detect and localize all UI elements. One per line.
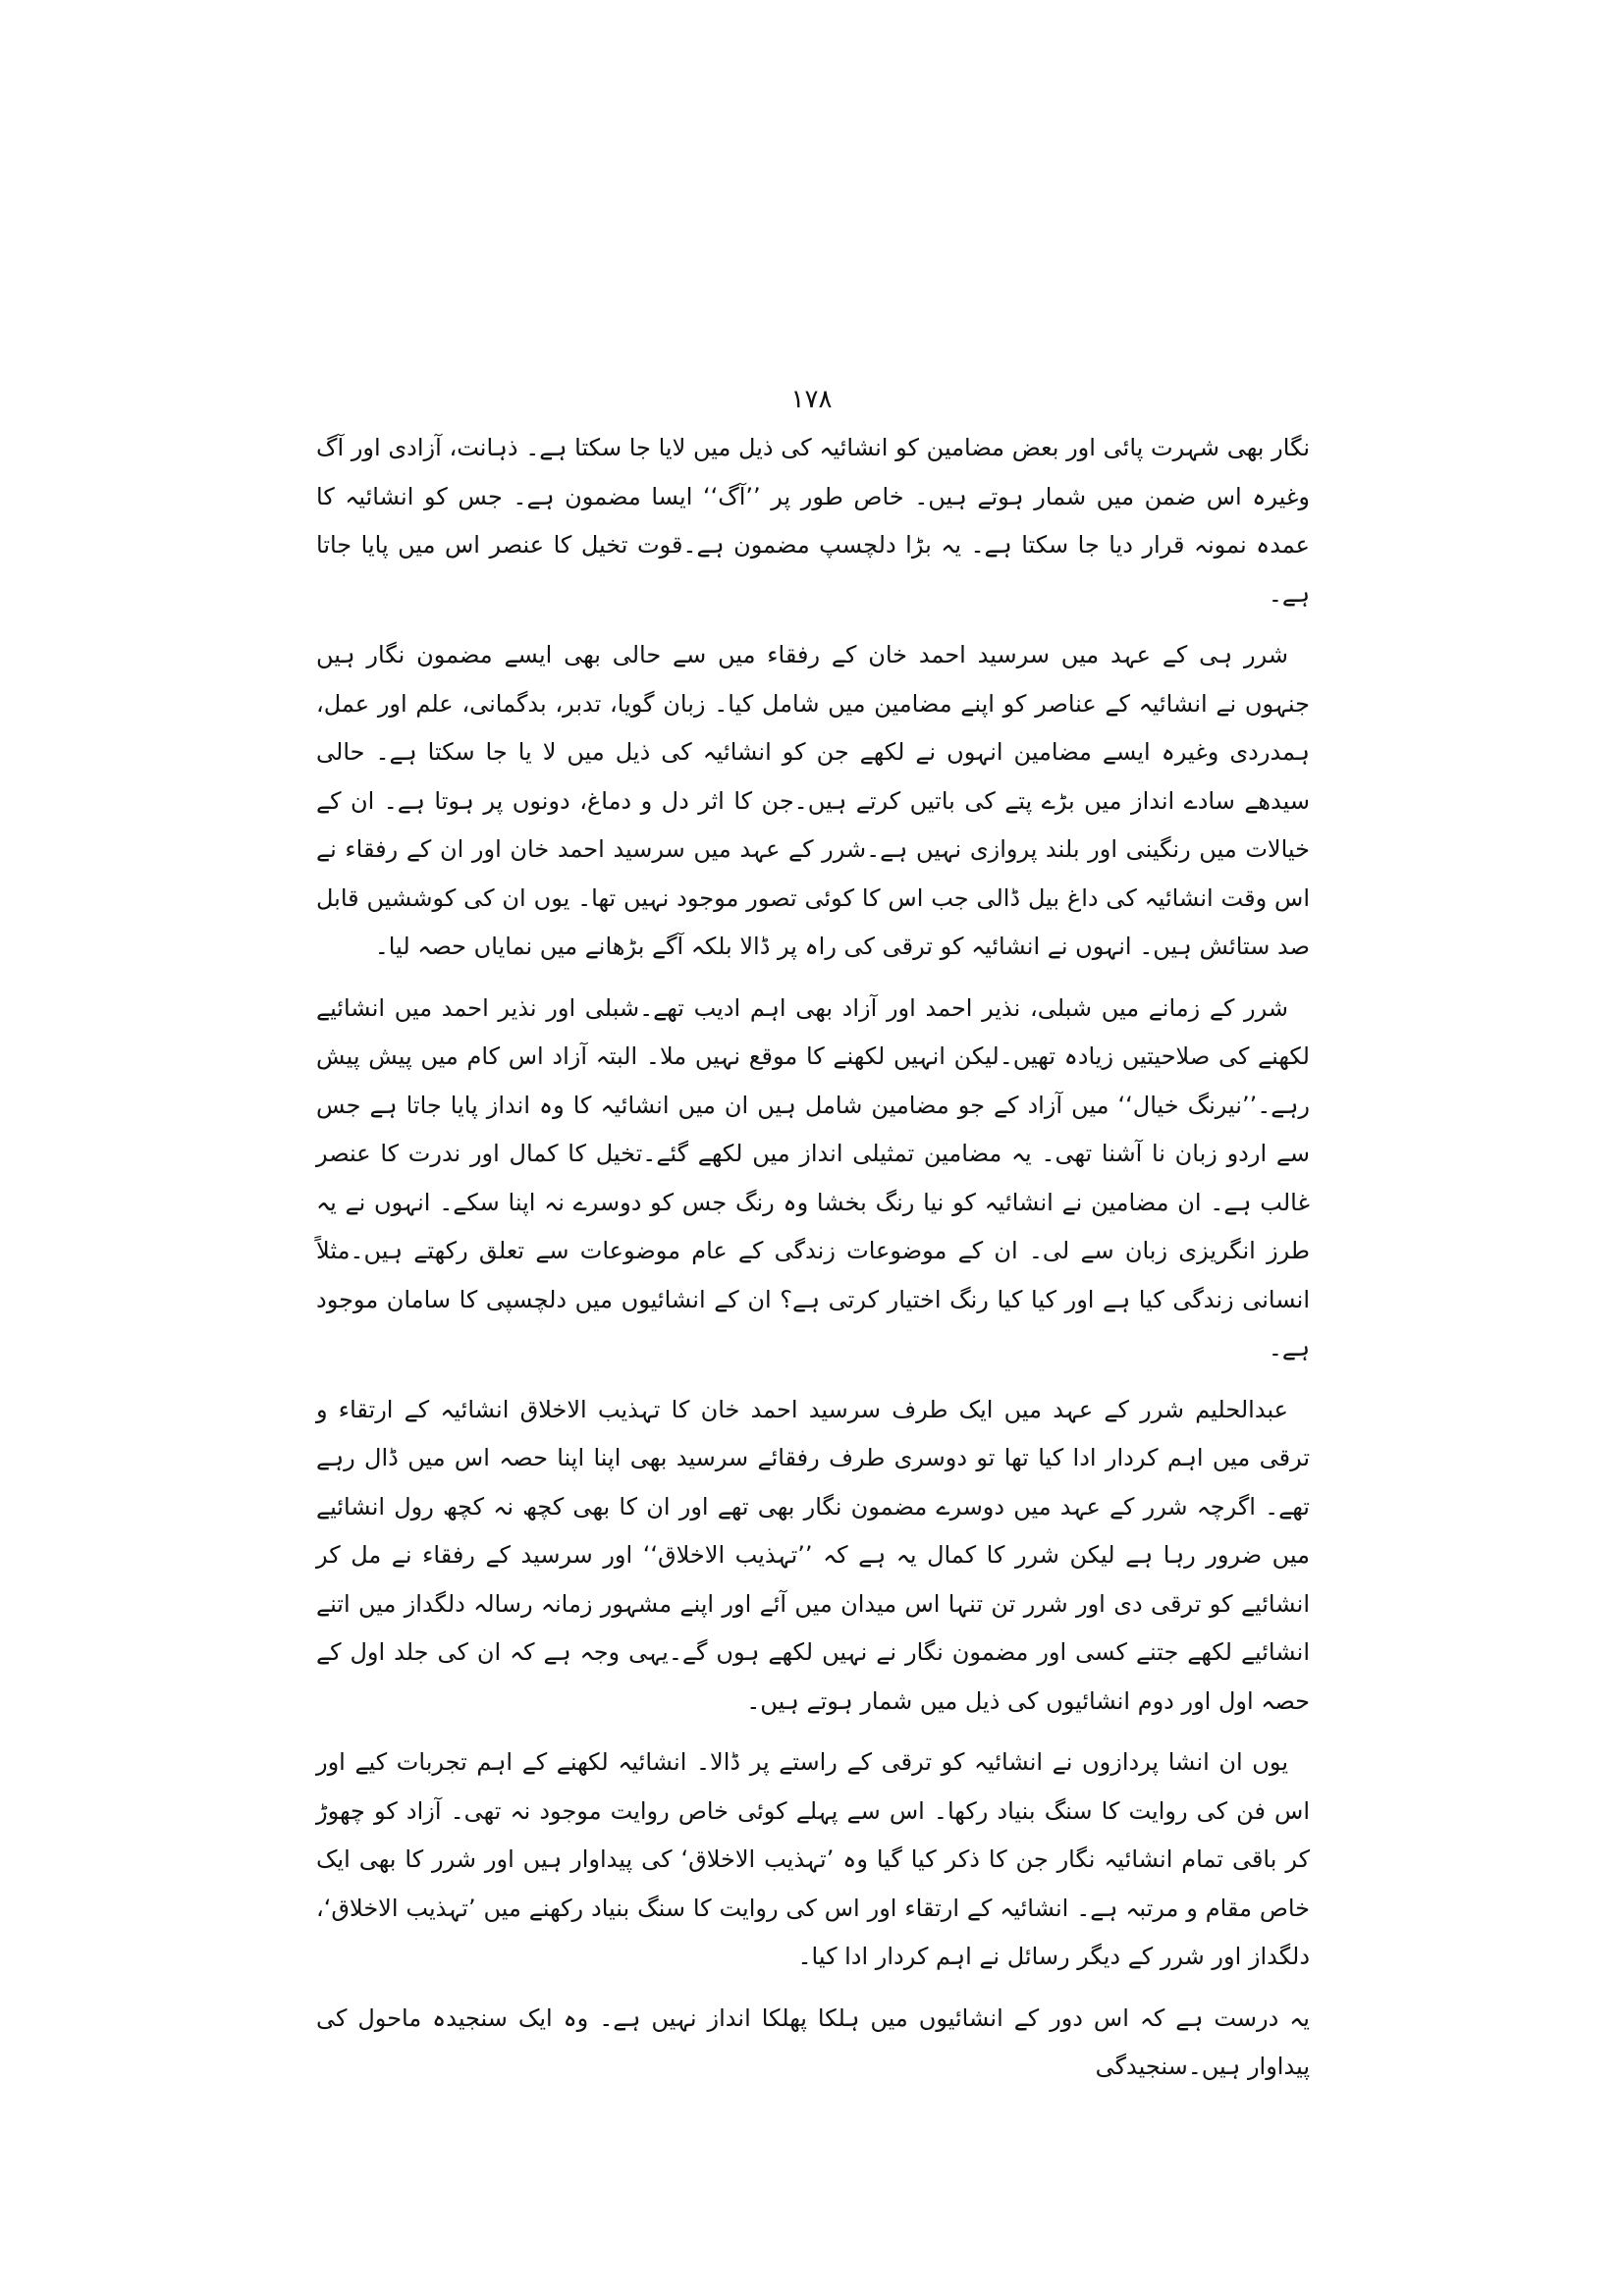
- paragraph-3: شرر کے زمانے میں شبلی، نذیر احمد اور آزاد بھی اہم ادیب تھے۔شبلی اور نذیر احمد میں انشائیے لکھنے کی صلاحیتیں زیادہ تھیں۔لیکن انہیں لکھنے کا موقع نہیں ملا۔ البتہ آزاد اس کام میں پیش پیش رہے۔’’نیرنگ خیال‘‘ میں آزاد کے جو مضامین شامل ہیں ان میں انشائیہ کا وہ انداز پایا جاتا ہے جس سے اردو زبان نا آشنا تھی۔ یہ مضامین تمثیلی انداز میں لکھے گئے۔تخیل کا کمال اور ندرت کا عنصر غالب ہے۔ ان مضامین نے انشائیہ کو نیا رنگ بخشا وہ رنگ جس کو دوسرے نہ اپنا سکے۔ انہوں نے یہ طرز انگریزی زبان سے لی۔ ان کے موضوعات زندگی کے عام موضوعات سے تعلق رکھتے ہیں۔مثلاً انسانی زندگی کیا ہے اور کیا کیا رنگ اختیار کرتی ہے؟ ان کے انشائیوں میں دلچسپی کا سامان موجود ہے۔: [316, 993, 1310, 1362]
- paragraph-1: نگار بھی شہرت پائی اور بعض مضامین کو انشائیہ کی ذیل میں لایا جا سکتا ہے۔ ذہانت، آزادی اور آگ وغیرہ اس ضمن میں شمار ہوتے ہیں۔ خاص طور پر ’’آگ‘‘ ایسا مضمون ہے۔ جس کو انشائیہ کا عمدہ نمونہ قرار دیا جا سکتا ہے۔ یہ بڑا دلچسپ مضمون ہے۔قوت تخیل کا عنصر اس میں پایا جاتا ہے۔: [316, 434, 1311, 608]
- page-number: ۱۷۸: [790, 385, 833, 414]
- body-text: [316, 424, 1310, 2105]
- paragraph-2: شرر ہی کے عہد میں سرسید احمد خان کے رفقاء میں سے حالی بھی ایسے مضمون نگار ہیں جنہوں نے انشائیہ کے عناصر کو اپنے مضامین میں شامل کیا۔ زبان گویا، تدبر، بدگمانی، علم اور عمل، ہمدردی وغیرہ ایسے مضامین انہوں نے لکھے جن کو انشائیہ کی ذیل میں لا یا جا سکتا ہے۔ حالی سیدھے سادے انداز میں بڑے پتے کی باتیں کرتے ہیں۔جن کا اثر دل و دماغ، دونوں پر ہوتا ہے۔ ان کے خیالات میں رنگینی اور بلند پروازی نہیں ہے۔شرر کے عہد میں سرسید احمد خان اور ان کے رفقاء نے اس وقت انشائیہ کی داغ بیل ڈالی جب اس کا کوئی تصور موجود نہیں تھا۔ یوں ان کی کوششیں قابل صد ستائش ہیں۔ انہوں نے انشائیہ کو ترقی کی راہ پر ڈالا بلکہ آگے بڑھانے میں نمایاں حصہ لیا۔: [316, 641, 1310, 960]
- paragraph-5: یوں ان انشا پردازوں نے انشائیہ کو ترقی کے راستے پر ڈالا۔ انشائیہ لکھنے کے اہم تجربات کیے اور اس فن کی روایت کا سنگ بنیاد رکھا۔ اس سے پہلے کوئی خاص روایت موجود نہ تھی۔ آزاد کو چھوڑ کر باقی تمام انشائیہ نگار جن کا ذکر کیا گیا وہ ’تہذیب الاخلاق‘ کی پیداوار ہیں اور شرر کا بھی ایک خاص مقام و مرتبہ ہے۔ انشائیہ کے ارتقاء اور اس کی روایت کا سنگ بنیاد رکھنے میں ’تہذیب الاخلاق‘، دلگداز اور شرر کے دیگر رسائل نے اہم کردار ادا کیا۔: [316, 1748, 1310, 1970]
- paragraph-6: یہ درست ہے کہ اس دور کے انشائیوں میں ہلکا پھلکا انداز نہیں ہے۔ وہ ایک سنجیدہ ماحول کی پیداوار ہیں۔سنجیدگی: [316, 2003, 1310, 2080]
- paragraph-4: عبدالحلیم شرر کے عہد میں ایک طرف سرسید احمد خان کا تہذیب الاخلاق انشائیہ کے ارتقاء و ترقی میں اہم کردار ادا کیا تھا تو دوسری طرف رفقائے سرسید بھی اپنا اپنا حصہ اس میں ڈال رہے تھے۔ اگرچہ شرر کے عہد میں دوسرے مضمون نگار بھی تھے اور ان کا بھی کچھ نہ کچھ رول انشائیے میں ضرور رہا ہے لیکن شرر کا کمال یہ ہے کہ ’’تہذیب الاخلاق‘‘ اور سرسید کے رفقاء نے مل کر انشائیے کو ترقی دی اور شرر تن تنہا اس میدان میں آئے اور اپنے مشہور زمانہ رسالہ دلگداز میں اتنے انشائیے لکھے جتنے کسی اور مضمون نگار نے نہیں لکھے ہوں گے۔یہی وجہ ہے کہ ان کی جلد اول کے حصہ اول اور دوم انشائیوں کی ذیل میں شمار ہوتے ہیں۔: [316, 1395, 1310, 1715]
